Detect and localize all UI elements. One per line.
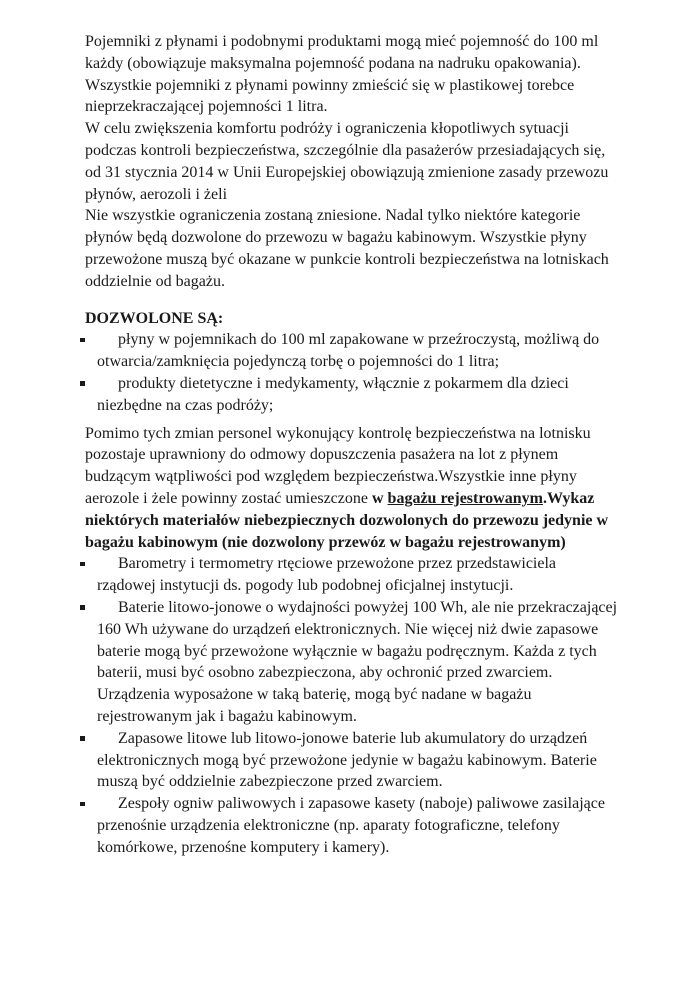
list-item (97, 728, 618, 793)
document-content (85, 31, 618, 858)
list-item (97, 553, 618, 597)
hazardous-items-list (85, 553, 618, 858)
list-item-text: Zapasowe litowe lub litowo-jonowe baterie lub akumulatory do urządzeń elektronicznych mogą być przewożone jedynie w bagażu kabinowym. Baterie muszą być oddzielnie zabezpieczone przed zwarciem. (97, 729, 597, 791)
allowed-items-list (85, 329, 618, 416)
text-run: .Wykaz niektórych materiałów niebezpiecznych dozwolonych do przewozu jedynie w bagażu kabinowym (nie dozwolony przewóz w bagażu rejestrowanym) (85, 489, 609, 551)
list-item-text: Barometry i termometry rtęciowe przewożone przez przedstawiciela rządowej instytucji ds. pogody lub podobnej oficjalnej instytucji. (97, 555, 557, 595)
allowed-section-heading: DOZWOLONE SĄ: (85, 309, 224, 327)
intro-paragraph: Nie wszystkie ograniczenia zostaną zniesione. Nadal tylko niektóre kategorie płynów będą dozwolone do przewozu w bagażu kabinowym. Wszystkie płyny przewożone muszą być okazane w punkcie kontroli bezpieczeństwa na lotniskach oddzielnie od bagażu. (85, 207, 609, 290)
list-item-text: produkty dietetyczne i medykamenty, włącznie z pokarmem dla dzieci niezbędne na czas podróży; (97, 374, 569, 414)
text-run: Pomimo tych zmian personel wykonujący kontrolę bezpieczeństwa na lotnisku pozostaje uprawniony do odmowy dopuszczenia pasażera na lot z płynem budzącym wątpliwości pod względem bezpieczeństwa.Wszystkie inne płyny aerozole i żele powinny zostać umieszczone (85, 424, 591, 507)
checked-baggage-notice (85, 423, 618, 554)
intro-paragraph: W celu zwiększenia komfortu podróży i ograniczenia kłopotliwych sytuacji podczas kontroli bezpieczeństwa, szczególnie dla pasażerów przesiadających się, od 31 stycznia 2014 w Unii Europejskiej obowiązują zmienione zasady przewozu płynów, aerozoli i żeli (85, 120, 609, 203)
list-item-text: Baterie litowo-jonowe o wydajności powyżej 100 Wh, ale nie przekraczającej 160 Wh używane do urządzeń elektronicznych. Nie więcej niż dwie zapasowe baterie mogą być przewożone wyłącznie w bagażu podręcznym. Każda z tych baterii, musi być osobno zabezpieczona, aby ochronić przed zwarciem. Urządzenia wyposażone w taką baterię, mogą być nadane w bagażu rejestrowanym jak i bagażu kabinowym. (97, 598, 618, 725)
list-item (97, 329, 618, 373)
intro-paragraph: Pojemniki z płynami i podobnymi produktami mogą mieć pojemność do 100 ml każdy (obowiązuje maksymalna pojemność podana na nadruku opakowania). Wszystkie pojemniki z płynami powinny zmieścić się w plastikowej torebce nieprzekraczającej pojemności 1 litra. (85, 33, 599, 116)
list-item (97, 793, 618, 858)
list-item (97, 597, 618, 728)
text-run: w (371, 489, 388, 507)
list-item-text: płyny w pojemnikach do 100 ml zapakowane w przeźroczystą, możliwą do otwarcia/zamknięcia pojedynczą torbę o pojemności do 1 litra; (97, 331, 600, 371)
list-item (97, 373, 618, 417)
text-run: bagażu rejestrowanym (387, 489, 543, 507)
list-item-text: Zespoły ogniw paliwowych i zapasowe kasety (naboje) paliwowe zasilające przenośnie urządzenia elektroniczne (np. aparaty fotograficzne, telefony komórkowe, przenośne komputery i kamery). (97, 795, 605, 856)
